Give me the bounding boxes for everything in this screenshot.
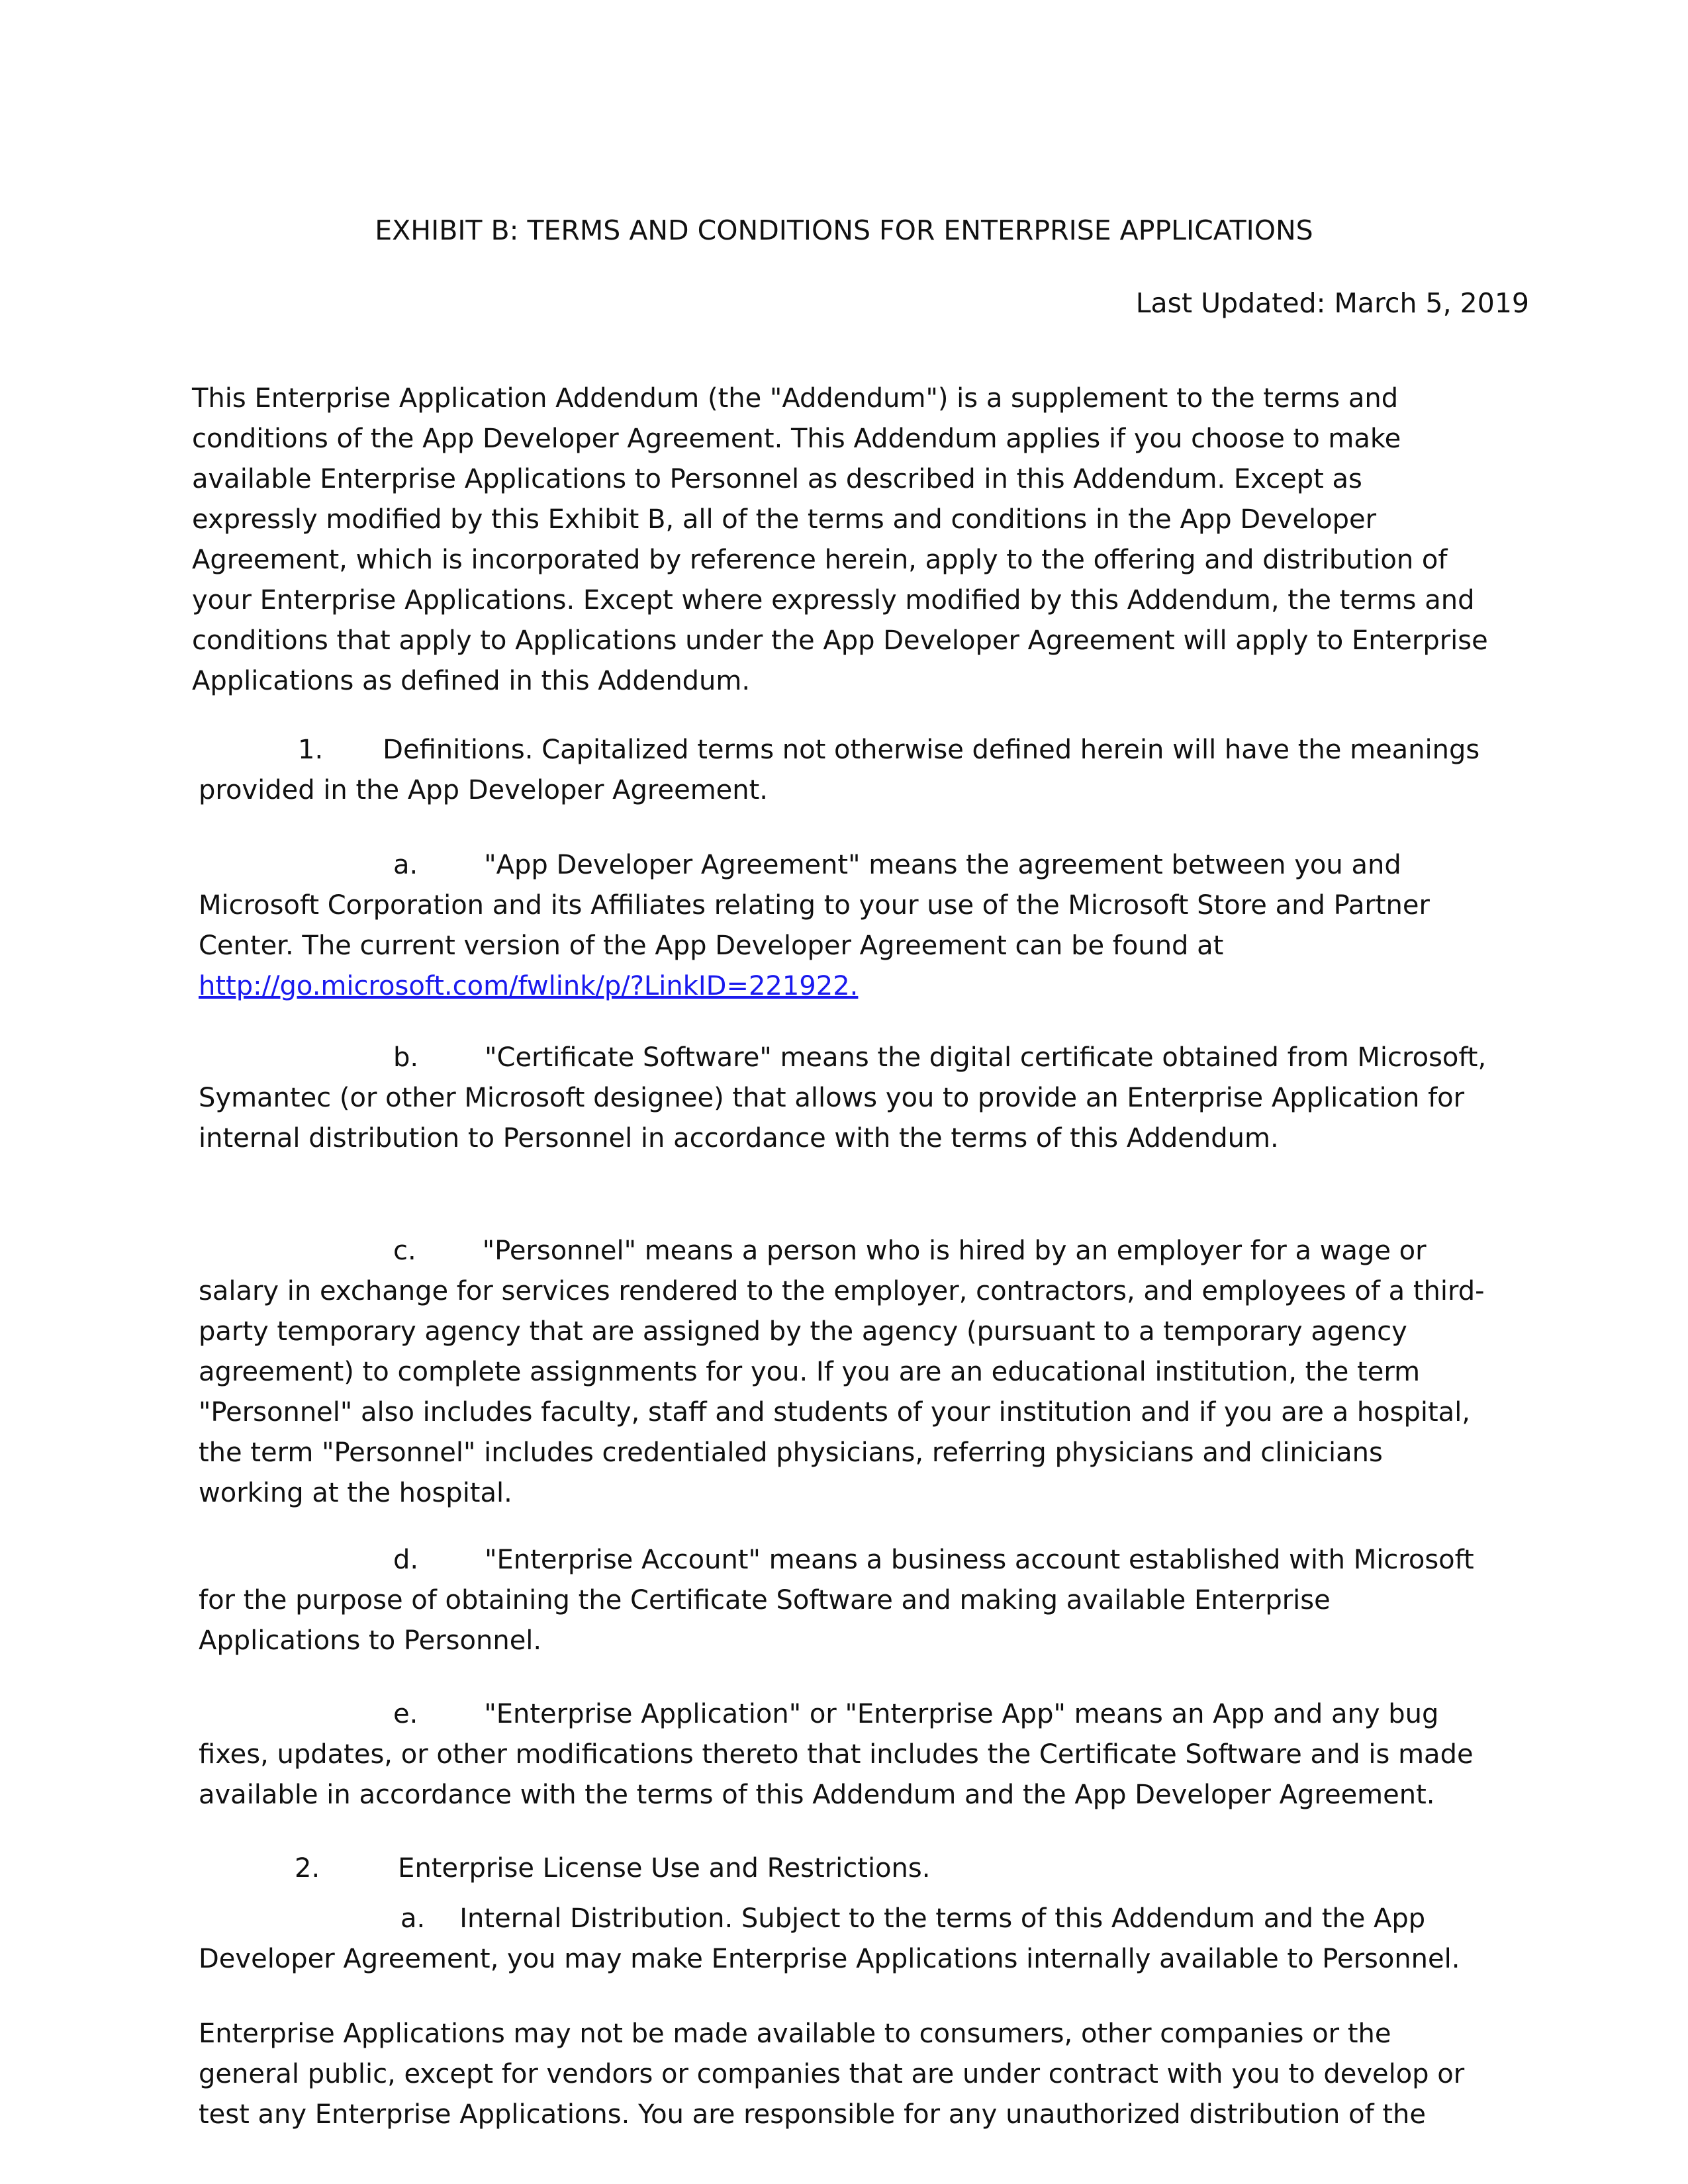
- section-1-definitions: [199, 730, 1496, 811]
- section-1-text: Definitions. Capitalized terms not otherwise defined herein will have the meanings provided in the App Developer Agreement.: [199, 735, 1480, 805]
- definition-c: [199, 1231, 1496, 1514]
- definition-a: [199, 845, 1496, 1007]
- section-2a-text: Internal Distribution. Subject to the terms of this Addendum and the App Developer Agreement, you may make Enterprise Applications internally available to Personnel.: [199, 1903, 1460, 1974]
- definition-d-text: "Enterprise Account" means a business account established with Microsoft for the purpose of obtaining the Certificate Software and making available Enterprise Applications to Personnel.: [199, 1545, 1474, 1656]
- definition-d: [199, 1540, 1496, 1661]
- internal-distribution-clause: [199, 1899, 1496, 1979]
- definition-d-letter: d.: [393, 1545, 419, 1575]
- section-2-heading: [199, 1848, 1496, 1889]
- document-title: EXHIBIT B: TERMS AND CONDITIONS FOR ENTERPRISE APPLICATIONS: [375, 214, 1313, 246]
- section-1-number: 1.: [298, 735, 324, 765]
- definition-e: [199, 1694, 1496, 1815]
- section-2a-letter: a.: [400, 1903, 426, 1934]
- definition-b-text: "Certificate Software" means the digital certificate obtained from Microsoft, Symantec (or other Microsoft designee) that allows you to provide an Enterprise Application for internal distribution to Personnel in accordance with the terms of this Addendum.: [199, 1042, 1487, 1154]
- definition-c-letter: c.: [393, 1236, 416, 1266]
- intro-paragraph: This Enterprise Application Addendum (the "Addendum") is a supplement to the terms and conditions of the App Developer Agreement. This Addendum applies if you choose to make available Enterprise Applications to Personnel as described in this Addendum. Except as expressly modified by this Exhibit B, all of the terms and conditions in the App Developer Agreement, which is incorporated by reference herein, apply to the offering and distribution of your Enterprise Applications. Except where expressly modified by this Addendum, the terms and conditions that apply to Applications under the App Developer Agreement will apply to Enterprise Applications as defined in this Addendum.: [192, 383, 1488, 696]
- section-2-text: Enterprise License Use and Restrictions.: [398, 1853, 931, 1884]
- definition-c-text: "Personnel" means a person who is hired by an employer for a wage or salary in exchange for services rendered to the employer, contractors, and employees of a third-party temporary agency that are assigned by the agency (pursuant to a temporary agency agreement) to complete assignments for you. If you are an educational institution, the term "Personnel" also includes faculty, staff and students of your institution and if you are a hospital, the term "Personnel" includes credentialed physicians, referring physicians and clinicians working at the hospital.: [199, 1236, 1485, 1508]
- definition-b-letter: b.: [393, 1042, 419, 1073]
- definition-e-text: "Enterprise Application" or "Enterprise App" means an App and any bug fixes, updates, or other modifications thereto that includes the Certificate Software and is made available in accordance with the terms of this Addendum and the App Developer Agreement.: [199, 1699, 1474, 1810]
- definition-e-letter: e.: [393, 1699, 418, 1729]
- last-updated-date: Last Updated: March 5, 2019: [1135, 287, 1529, 319]
- definition-a-text: "App Developer Agreement" means the agreement between you and Microsoft Corporation and its Affiliates relating to your use of the Microsoft Store and Partner Center. The current version of the App Developer Agreement can be found at: [199, 850, 1430, 961]
- app-developer-agreement-link[interactable]: http://go.microsoft.com/fwlink/p/?LinkID=221922.: [199, 971, 859, 1001]
- section-2-number: 2.: [295, 1853, 320, 1884]
- closing-paragraph: Enterprise Applications may not be made available to consumers, other companies or the general public, except for vendors or companies that are under contract with you to develop or test any Enterprise Applications. You are responsible for any unauthorized distribution of the: [199, 2019, 1465, 2130]
- definition-b: [199, 1038, 1496, 1159]
- definition-a-letter: a.: [393, 850, 418, 880]
